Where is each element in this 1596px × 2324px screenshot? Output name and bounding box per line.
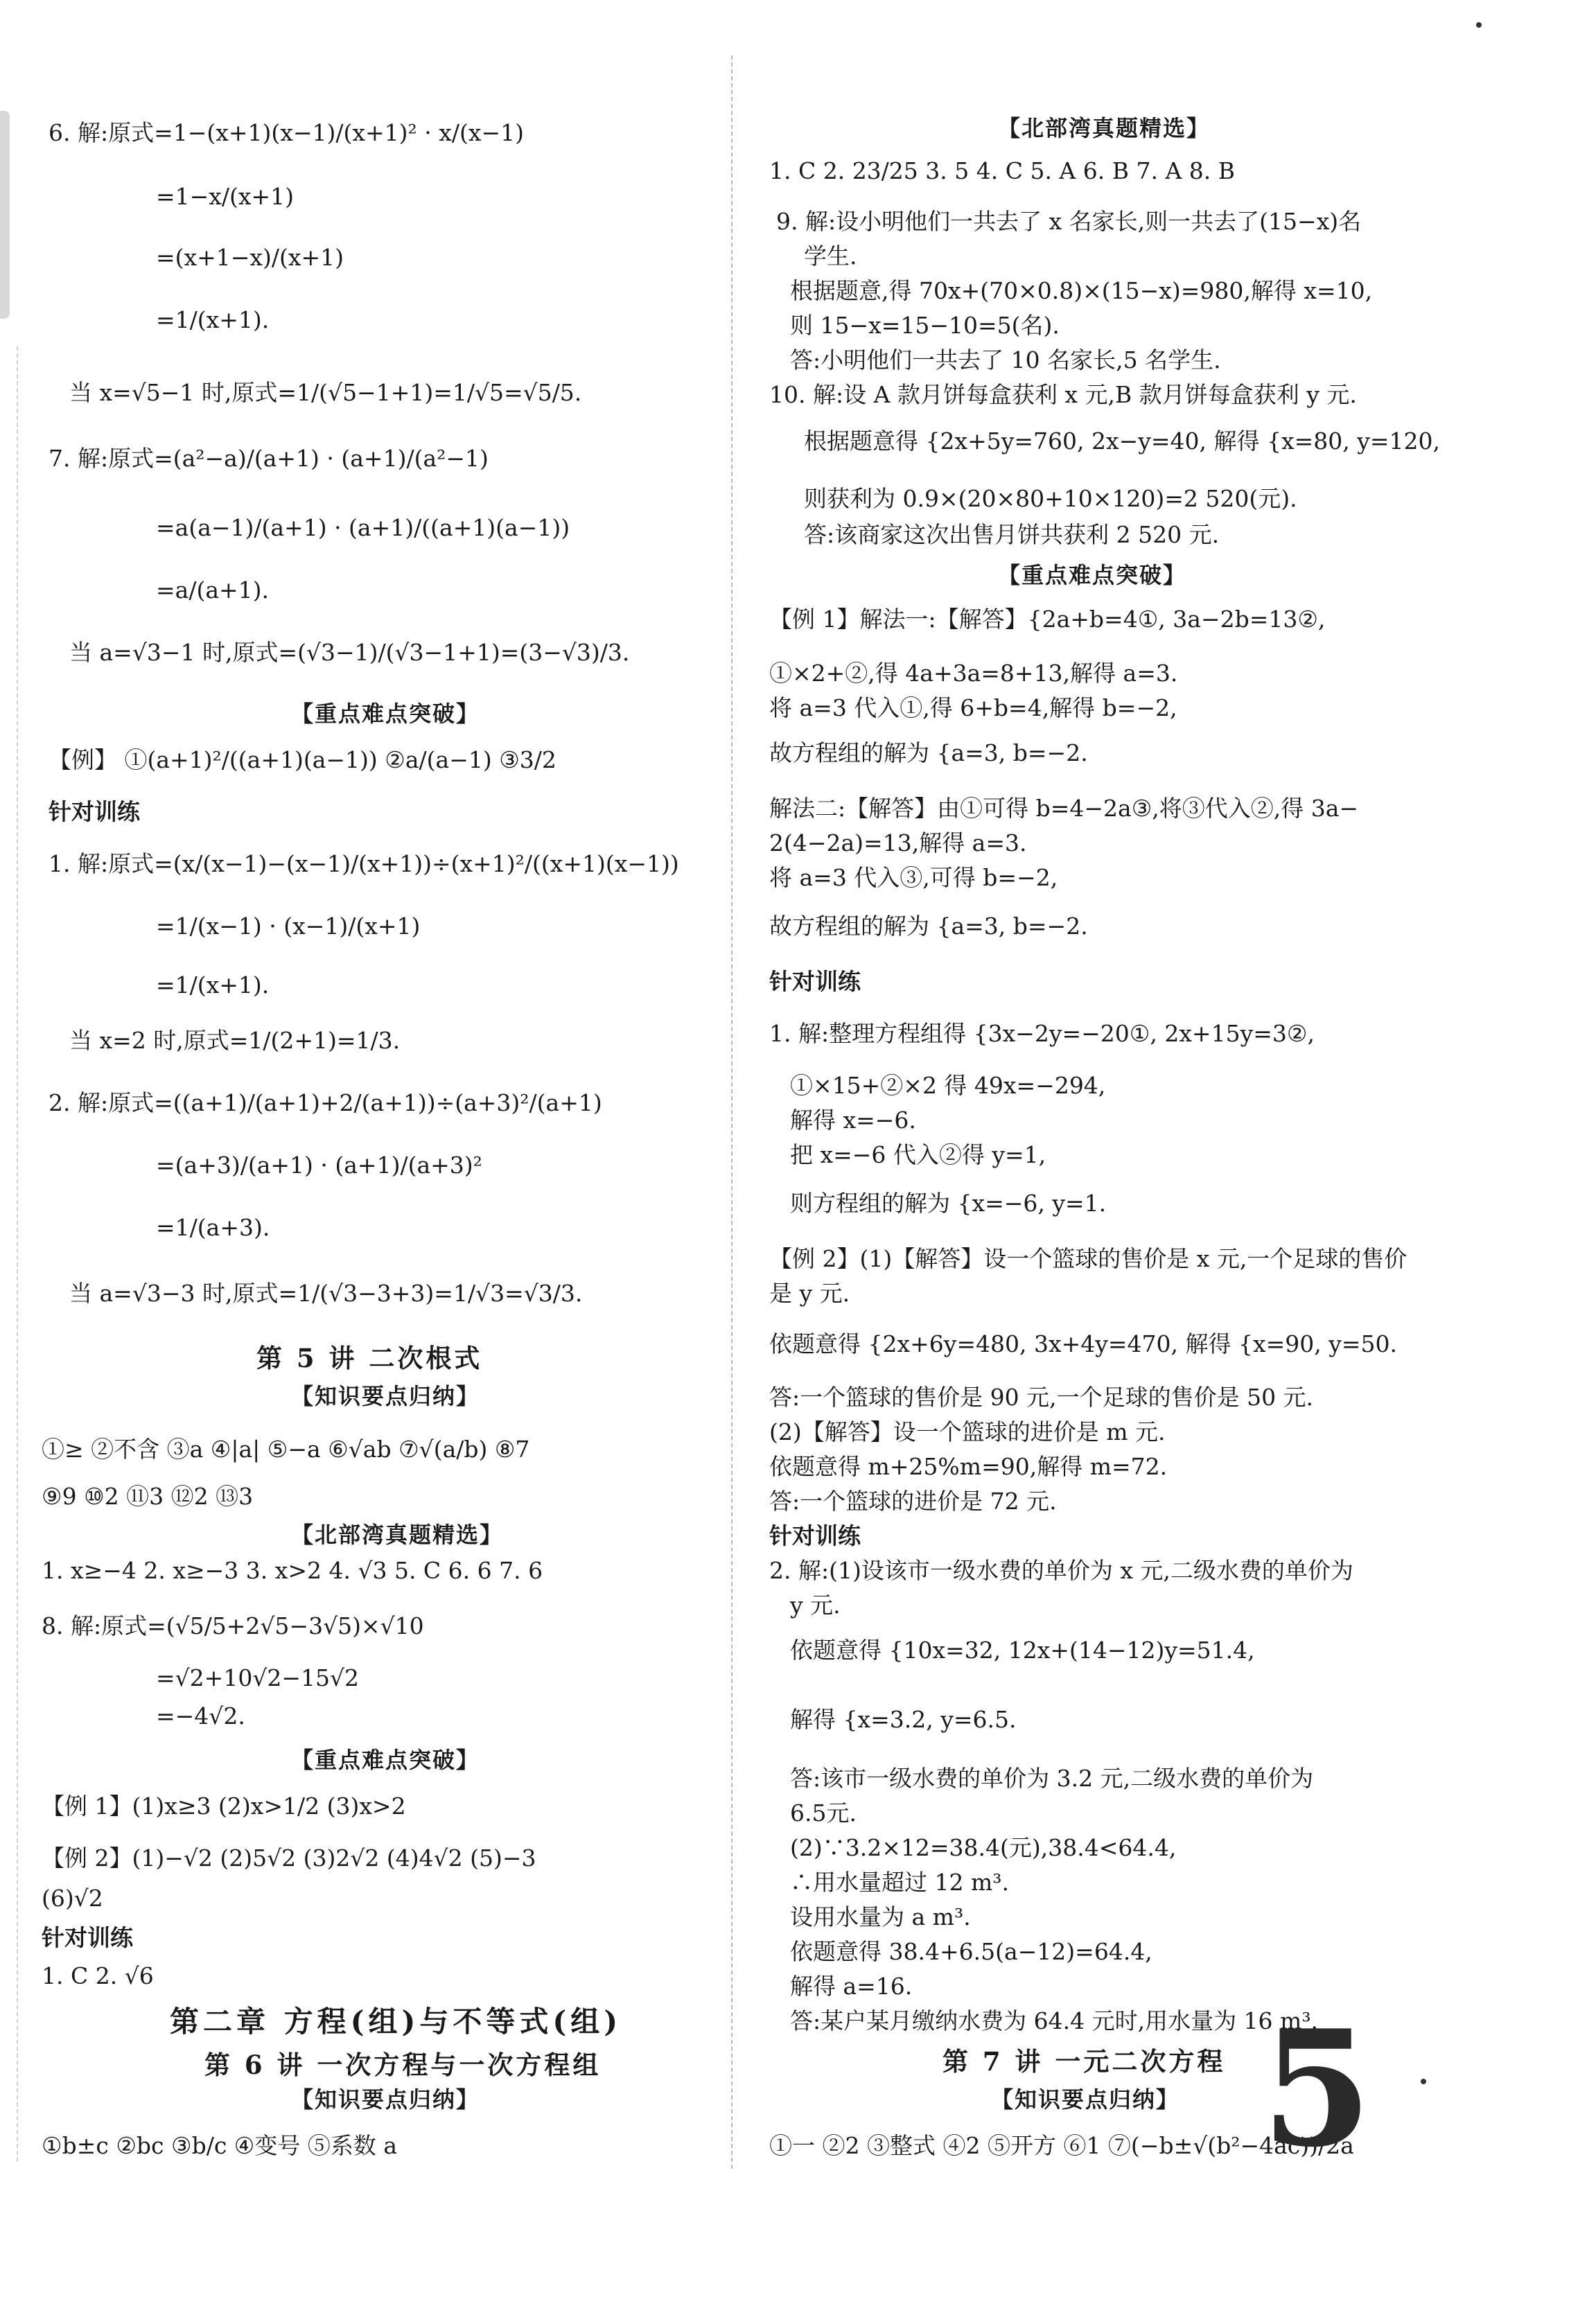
solution-7-eval: 当 a=√3−1 时,原式=(√3−1)/(√3−1+1)=(3−√3)/3. (69, 639, 630, 666)
practice-1-step: 解得 x=−6. (790, 1107, 916, 1134)
solution-7-line: 7. 解:原式=(a²−a)/(a+1) · (a+1)/(a²−1) (49, 445, 489, 472)
practice-2-line: 设用水量为 a m³. (790, 1903, 971, 1930)
practice-2-line: 解得 a=16. (790, 1973, 913, 2000)
practice-2-solution: 解得 {x=3.2, y=6.5. (790, 1706, 1017, 1733)
example-2-line: 依题意得 m+25%m=90,解得 m=72. (769, 1453, 1168, 1480)
practice-1-step: =1/(x−1) · (x−1)/(x+1) (156, 913, 421, 940)
solution-7-step: =a/(a+1). (156, 576, 270, 604)
solution-6-step: =(x+1−x)/(x+1) (156, 244, 344, 271)
practice-answers: 1. C 2. √6 (42, 1962, 154, 1989)
example-2-line: 是 y 元. (769, 1280, 850, 1307)
exam-answers: 1. x≥−4 2. x≥−3 3. x>2 4. √3 5. C 6. 6 7. 6 (42, 1557, 543, 1584)
practice-2-line: ∴用水量超过 12 m³. (790, 1869, 1009, 1896)
chapter-2-title: 第二章 方程(组)与不等式(组) (170, 2005, 622, 2039)
practice-2-line: 2. 解:(1)设该市一级水费的单价为 x 元,二级水费的单价为 (769, 1557, 1353, 1584)
knowledge-answers: ①≥ ②不含 ③a ④|a| ⑤−a ⑥√ab ⑦√(a/b) ⑧7 (42, 1436, 530, 1463)
practice-2-line: 6.5元. (790, 1799, 857, 1826)
section-heading: 【知识要点归纳】 (991, 2086, 1180, 2113)
section-heading: 【北部湾真题精选】 (291, 1522, 504, 1548)
practice-heading: 针对训练 (769, 1522, 861, 1549)
solution-7-step: =a(a−1)/(a+1) · (a+1)/((a+1)(a−1)) (156, 514, 570, 541)
solution-8-step: =−4√2. (156, 1702, 245, 1729)
section-heading: 【重点难点突破】 (291, 701, 480, 727)
practice-heading: 针对训练 (49, 798, 140, 825)
example-1-solution: 故方程组的解为 {a=3, b=−2. (769, 739, 1088, 766)
example-1-line: 【例 1】解法一:【解答】{2a+b=4①, 3a−2b=13②, (769, 606, 1326, 633)
solution-6-eval: 当 x=√5−1 时,原式=1/(√5−1+1)=1/√5=√5/5. (69, 379, 582, 406)
practice-2-step: =(a+3)/(a+1) · (a+1)/(a+3)² (156, 1152, 482, 1179)
solution-6-step: =1/(x+1). (156, 306, 270, 333)
practice-1-step: 把 x=−6 代入②得 y=1, (790, 1141, 1046, 1168)
section-heading: 【知识要点归纳】 (291, 2086, 480, 2113)
left-margin-rule (17, 346, 18, 2162)
solution-6-line: 6. 解:原式=1−(x+1)(x−1)/(x+1)² · x/(x−1) (49, 119, 524, 146)
practice-1-step: ①×15+②×2 得 49x=−294, (790, 1072, 1106, 1099)
practice-2-step: =1/(a+3). (156, 1214, 270, 1241)
practice-2-answer: 答:该市一级水费的单价为 3.2 元,二级水费的单价为 (790, 1765, 1314, 1792)
practice-heading: 针对训练 (42, 1924, 133, 1951)
practice-1-line: 1. 解:原式=(x/(x−1)−(x−1)/(x+1))÷(x+1)²/((x+1)(x−1)) (49, 850, 679, 877)
column-divider (731, 55, 733, 2169)
lecture-6-title: 第 6 讲 一次方程与一次方程组 (204, 2050, 602, 2080)
practice-2-system: 依题意得 {10x=32, 12x+(14−12)y=51.4, (790, 1637, 1255, 1664)
solution-10-system: 根据题意得 {2x+5y=760, 2x−y=40, 解得 {x=80, y=120, (804, 428, 1441, 455)
practice-2-answer: 答:某户某月缴纳水费为 64.4 元时,用水量为 16 m³. (790, 2007, 1319, 2034)
knowledge-answers: ①b±c ②bc ③b/c ④变号 ⑤系数 a (42, 2132, 398, 2159)
page-edge-tab (0, 111, 10, 319)
example-1-solution: 故方程组的解为 {a=3, b=−2. (769, 913, 1088, 940)
example-2-answer: 【例 2】(1)−√2 (2)5√2 (3)2√2 (4)4√2 (5)−3 (42, 1845, 536, 1872)
practice-1-eval: 当 x=2 时,原式=1/(2+1)=1/3. (69, 1027, 401, 1054)
example-answer: 【例】 ①(a+1)²/((a+1)(a−1)) ②a/(a−1) ③3/2 (49, 746, 556, 773)
solution-6-step: =1−x/(x+1) (156, 183, 295, 210)
example-1-answer: 【例 1】(1)x≥3 (2)x>1/2 (3)x>2 (42, 1793, 406, 1820)
solution-9-line: 则 15−x=15−10=5(名). (790, 312, 1060, 339)
example-1-line: 将 a=3 代入①,得 6+b=4,解得 b=−2, (769, 694, 1177, 721)
example-2-line: (2)【解答】设一个篮球的进价是 m 元. (769, 1418, 1166, 1445)
practice-1-step: =1/(x+1). (156, 971, 270, 998)
knowledge-answers: ⑨9 ⑩2 ⑪3 ⑫2 ⑬3 (42, 1483, 254, 1510)
exam-answers: 1. C 2. 23/25 3. 5 4. C 5. A 6. B 7. A 8. B (769, 157, 1235, 184)
solution-9-line: 学生. (804, 243, 857, 270)
example-2-answer: (6)√2 (42, 1885, 103, 1912)
practice-2-line: (2)∵3.2×12=38.4(元),38.4<64.4, (790, 1834, 1177, 1861)
example-1-line: ①×2+②,得 4a+3a=8+13,解得 a=3. (769, 660, 1178, 687)
lecture-5-title: 第 5 讲 二次根式 (256, 1343, 483, 1373)
solution-9-line: 9. 解:设小明他们一共去了 x 名家长,则一共去了(15−x)名 (776, 208, 1362, 235)
example-2-answer: 答:一个篮球的售价是 90 元,一个足球的售价是 50 元. (769, 1384, 1314, 1411)
solution-8-step: =√2+10√2−15√2 (156, 1664, 360, 1691)
practice-2-line: y 元. (790, 1592, 841, 1619)
practice-2-line: 2. 解:原式=((a+1)/(a+1)+2/(a+1))÷(a+3)²/(a+1) (49, 1089, 602, 1116)
section-heading: 【重点难点突破】 (998, 562, 1187, 588)
practice-2-line: 依题意得 38.4+6.5(a−12)=64.4, (790, 1938, 1152, 1965)
solution-8-line: 8. 解:原式=(√5/5+2√5−3√5)×√10 (42, 1612, 424, 1639)
page-number: 5 (1261, 1996, 1373, 2183)
example-2-line: 【例 2】(1)【解答】设一个篮球的售价是 x 元,一个足球的售价 (769, 1245, 1408, 1272)
example-1-line: 解法二:【解答】由①可得 b=4−2a③,将③代入②,得 3a− (769, 795, 1359, 822)
practice-1-solution: 则方程组的解为 {x=−6, y=1. (790, 1190, 1107, 1217)
practice-1-system: 1. 解:整理方程组得 {3x−2y=−20①, 2x+15y=3②, (769, 1020, 1315, 1047)
solution-9-line: 根据题意,得 70x+(70×0.8)×(15−x)=980,解得 x=10, (790, 277, 1373, 304)
knowledge-answers: ①一 ②2 ③整式 ④2 ⑤开方 ⑥1 ⑦(−b±√(b²−4ac))/2a (769, 2132, 1354, 2159)
section-heading: 【北部湾真题精选】 (998, 115, 1211, 141)
example-2-system: 依题意得 {2x+6y=480, 3x+4y=470, 解得 {x=90, y=50. (769, 1330, 1398, 1357)
speck (1421, 2079, 1426, 2084)
practice-2-eval: 当 a=√3−3 时,原式=1/(√3−3+3)=1/√3=√3/3. (69, 1280, 583, 1307)
practice-heading: 针对训练 (769, 968, 861, 995)
speck (1476, 22, 1482, 28)
section-heading: 【重点难点突破】 (291, 1747, 480, 1773)
solution-10-line: 则获利为 0.9×(20×80+10×120)=2 520(元). (804, 485, 1297, 512)
section-heading: 【知识要点归纳】 (291, 1383, 480, 1409)
example-1-line: 将 a=3 代入③,可得 b=−2, (769, 864, 1058, 891)
example-2-answer: 答:一个篮球的进价是 72 元. (769, 1488, 1057, 1515)
solution-10-answer: 答:该商家这次出售月饼共获利 2 520 元. (804, 521, 1220, 548)
solution-10-line: 10. 解:设 A 款月饼每盒获利 x 元,B 款月饼每盒获利 y 元. (769, 381, 1357, 408)
example-1-line: 2(4−2a)=13,解得 a=3. (769, 829, 1027, 856)
solution-9-answer: 答:小明他们一共去了 10 名家长,5 名学生. (790, 346, 1221, 373)
lecture-7-title: 第 7 讲 一元二次方程 (942, 2046, 1226, 2077)
